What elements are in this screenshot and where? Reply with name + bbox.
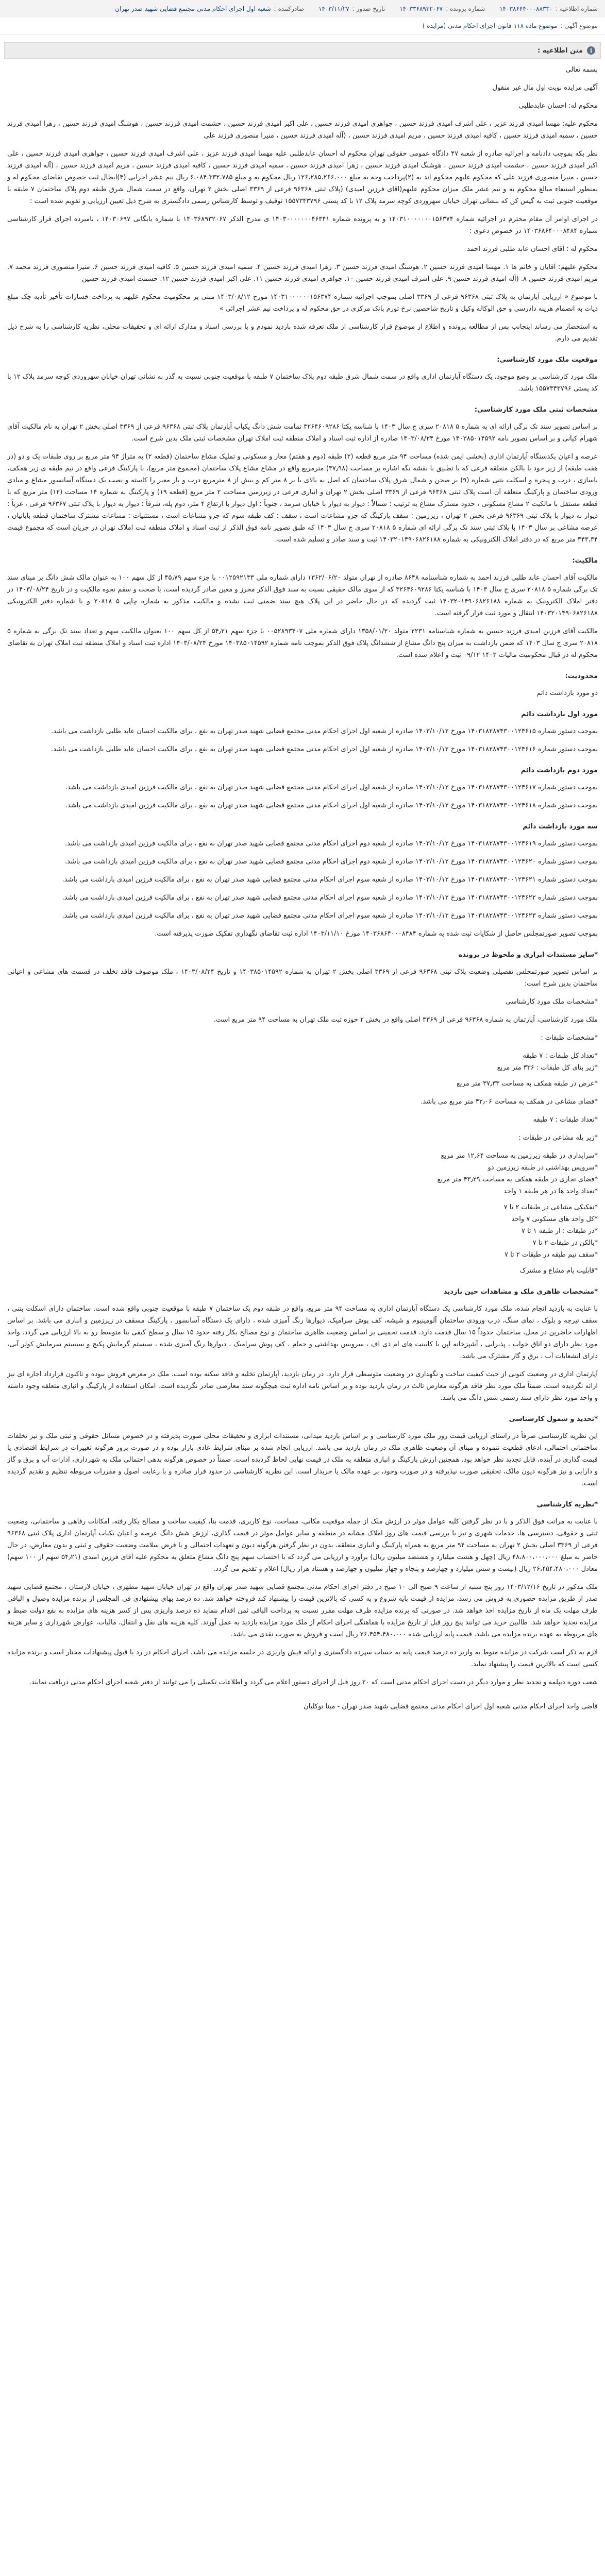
body-paragraph: به استحضار می رساند اینجانب پس از مطالعه پرونده و اطلاع از موضوع قرار کارشناسی از ملک تعرفه شده بازدید نمودم و با بررسی اسناد و مدارک ارائه ای و تحقیقات محلی، نظریه کارشناسی را به شرح ذیل تقدیم می دارم. [7, 323, 598, 343]
section-heading: مورد دوم بازداشت دائم [520, 767, 598, 774]
notice-body [7, 64, 598, 2576]
issuer-value: شعبه اول اجرای احکام مدنی مجتمع قضایی شهید صدر تهران [115, 5, 271, 12]
issue-date-label: تاریخ صدور : [352, 5, 385, 12]
notice-number-label: شماره اطلاعیه : [556, 5, 598, 12]
body-paragraph: بموجب دستور شماره ۱۴۰۳۱۸۲۸۷۴۳۰۰۱۲۴۶۱۸ مورخ ۱۴۰۳/۱۰/۱۲ صادره از شعبه اول اجرای احکام مدنی مجتمع قضایی شهید صدر تهران به نفع ، برای مالکیت فرزین امیدی بازداشت می باشد. [65, 802, 598, 809]
section-heading: *مشخصات ظاهری ملک و مشاهدات حین بازدید [443, 1288, 598, 1296]
info-icon: i [587, 46, 595, 55]
body-paragraph: *زیر پله مشاعی در طبقات : [518, 1134, 598, 1142]
body-paragraph: در اجرای اوامر آن مقام محترم در اجرائیه شماره ۱۴۰۳۱۰۰۰۰۰۰۰۱۵۶۳۷۴ و به پرونده شماره ۱۴۰۳۰۰۰۰۰۰۰۴۶۳۴۱ ی مدرج الذکر ۱۴۰۳۶۸۹۳۲۰۶۷ با شماره بایگانی ۱۴۰۳۰۶۹۷ ، نامبرده اجرای قرار کارشناسی شماره ۱۴۰۳۶۸۶۴۰۰۰۸۴۸۴ در خصوص دعوی : [7, 215, 598, 235]
body-paragraph: با عنایت به بازدید انجام شده، ملک مورد کارشناسی یک دستگاه آپارتمان اداری به مساحت ۹۴ متر مربع، واقع در طبقه دوم یک ساختمان ۷ طبقه با موقعیت جنوبی واقع شده است. ساختمان دارای اسکلت بتنی ، سقف تیرچه و بلوک ، نمای سنگ، درب ورودی ساختمان آلومینیوم و شیشه، کف پوش سرامیک، دیوارها رنگ آمیزی شده ، دارای یک دستگاه آسانسور ، پارکینگ مسقف در زیرزمین و انباری می باشد. بر اساس اظهارات حاضرین در محل، ساختمان حدوداً ۱۵ سال قدمت دارد. قدمت تخمینی بر اساس وضعیت ظاهری ساختمان و نوع مصالح بکار رفته حدود ۱۵ سال و سطح کیفی بنا متوسط رو به بالا ارزیابی می گردد. واحد مورد نظر دارای دو اتاق خواب ، پذیرایی ، آشپزخانه اپن با کابینت های ام دی اف ، سرویس بهداشتی و حمام ، کف پوش سرامیک ، دیوارها رنگ آمیزی شده ، سیستم گرمایش پکیج و سیستم سرمایش کولر آبی، دارای انشعابات آب ، برق و گاز مشترک می باشد. [7, 1305, 598, 1360]
body-paragraph: محکوم علیه: مهسا امیدی فرزند عزیز ، علی اشرف امیدی فرزند حسین ، جواهری امیدی فرزند حسین ، علی اکبر امیدی فرزند حسین ، حشمت امیدی فرزند حسین ، هوشنگ امیدی فرزند حسین ، زهرا امیدی فرزند حسین ، سمیه امیدی فرزند حسین ، کافیه امیدی فرزند حسین ، مریم امیدی فرزند حسین ، (آله امیدی فرزند حسین ، منیرا منصوری فرزند علی [7, 120, 598, 140]
issue-date [318, 5, 385, 12]
list-block: *سرایداری در طبقه زیرزمین به مساحت ۱۲٫۶۴ متر مربع *سرویس بهداشتی در طبقه زیرزمین دو *فضای تجاری در طبقه همکف به مساحت ۴۳٫۲۹ متر مربع *تعداد واحد ها در هر طبقه ۱ واحد [437, 1152, 598, 1195]
header-bar [0, 0, 605, 18]
section-heading: *تحدید و شمول کارشناسی [509, 1415, 598, 1423]
body-paragraph: مالکیت آقای احسان عابد طلبی فرزند احمد به شماره شناسنامه ۸۶۴۸ صادره از تهران متولد ۱۳۶۲/۰۶/۲۰ دارای شماره ملی ۰۰۱۲۵۹۲۱۳۳ با جزء سهم ۴۵٫۷۹ از کل سهم ۱۰۰ به عنوان مالک شش دانگ بر مبنای سند تک برگی شماره ۵ ۲۰۸۱۸ سری ج سال ۱۴۰۳ با شناسه یکتا ۳۲۶۴۶۰۹۲۸۶ که از سوی مالک حقیقی نسبت به سند فوق الذکر محرز و معین صادر گردیده است، با صحت و سقم نحوه مالکیت و در تاریخ ۱۴۰۳/۰۸/۲۴ در دفتر املاک الکترونیک به شماره ۱۴۰۳۲۰۱۴۹۰۶۸۲۶۱۸۸ ثبت گردیده که در حال حاضر در این پلاک هیچ سند ضمنی ثبت نشده و مالکیت مذکور به شماره چاپی ۵ ۲۰۸۱۸ و با شماره دفتر الکترونیکی ۱۴۰۳۲۰۱۴۹۰۶۸۲۶۱۸۸ انتقال و مورد ثبت قرار گرفته است. [7, 574, 598, 617]
body-paragraph: بموجب دستور شماره ۱۴۰۳۱۸۲۸۷۴۳۰۰۱۲۴۶۱۹ مورخ ۱۴۰۳/۱۰/۱۲ صادره از شعبه دوم اجرای احکام مدنی مجتمع قضایی شهید صدر تهران به نفع ، برای مالکیت فرزین امیدی بازداشت می باشد. [65, 840, 598, 848]
body-paragraph: بموجب دستور شماره ۱۴۰۳۱۸۲۸۷۴۳۰۰۱۲۴۶۱۷ مورخ ۱۴۰۳/۱۰/۱۲ صادره از شعبه اول اجرای احکام مدنی مجتمع قضایی شهید صدر تهران به نفع ، برای مالکیت فرزین امیدی بازداشت می باشد. [65, 784, 598, 791]
list-block: *تفکیکی مشاعی در طبقات ۲ تا ۷ *کل واحد های مسکونی ۷ واحد *در طبقات : از طبقه ۱ تا ۷ *بالکن در طبقات ۲ تا ۷ *سقف نیم طبقه در طبقات ۲ تا ۷ [503, 1204, 598, 1259]
notice-number [499, 5, 598, 12]
notice-text-tab-label: متن اطلاعیه : [537, 46, 583, 55]
body-paragraph: *مشخصات ملک مورد کارشناسی [506, 998, 598, 1006]
body-paragraph: ملک مذکور در تاریخ ۱۴۰۳/۱۲/۱۶ روز پنج شنبه از ساعت ۹ صبح الی ۱۰ صبح در دفتر اجرای احکام مدنی مجتمع قضایی شهید صدر تهران واقع در تهران خیابان شهید مطهری ، خیابان لارستان ، مجتمع قضایی شهید صدر از طریق مزایده حضوری به فروش می رسد، مزایده از قیمت پایه شروع و به کسی که بالاترین قیمت را پیشنهاد کند فروخته خواهد شد. ده درصد بهای پیشنهادی فی المجلس از برنده مزایده وصول و الباقی ظرف مهلت یک ماه از تاریخ مزایده اخذ خواهد شد. در صورتی که برنده مزایده ظرف مهلت مقرر نسبت به پرداخت الباقی ثمن اقدام ننماید ده درصد واریزی پس از کسر هزینه های مزایده به نفع دولت ضبط و مزایده تجدید خواهد شد. طالبین خرید می توانند پنج روز قبل از تاریخ مزایده با هماهنگی اجرای احکام از ملک مورد مزایده بازدید به عمل آورند. کلیه هزینه های نقل و انتقال، مالیات، عوارض شهرداری و سایر هزینه های مربوطه به عهده برنده مزایده می باشد. قیمت پایه ارزیابی شده ۲۶،۴۵۴،۴۸۰،۰۰۰ ریال است و فروش به صورت نقدی می باشد. [7, 1583, 598, 1638]
body-paragraph: بموجب تصویر صورتمجلس حاصل از شکایات ثبت شده به شماره ۱۴۰۳۶۸۶۴۰۰۰۸۴۸۴ مورخ ۱۴۰۳/۱۱/۱۰ اداره ثبت تقاضای نگهداری تفکیک صورت پذیرفته است. [155, 930, 598, 938]
body-paragraph: *فضای مشاعی در همکف به مساحت ۴۲٫۰۶ متر مربع می باشد. [421, 1098, 598, 1106]
body-paragraph: آگهی مزایده نوبت اول مال غیر منقول [492, 84, 598, 92]
issue-date-value: ۱۴۰۳/۱۱/۲۷ [318, 5, 349, 12]
issuer-label: صادرکننده : [274, 5, 305, 12]
body-paragraph: دو مورد بازداشت دائم [536, 689, 598, 697]
body-paragraph: این نظریه کارشناسی صرفاً در راستای ارزیابی قیمت روز ملک مورد کارشناسی و بر اساس بازدید میدانی، مستندات ابرازی و تحقیقات محلی صورت پذیرفته و در خصوص مسائل حقوقی و ثبتی ملک و نیز تخلفات ساختمانی احتمالی، ادعای قطعیت ننموده و مبنای آن وضعیت ظاهری ملک در زمان بازدید می باشد. ارزیابی انجام شده بر مبنای شرایط عادی بازار بوده و در صورت بروز هرگونه تغییرات در شرایط اقتصادی یا قیمت گذاری در آینده، قابل تجدید نظر خواهد بود. همچنین ارزش پارکینگ و انباری متعلقه به ملک در قیمت نهایی لحاظ گردیده است. ضمناً در خصوص هرگونه بدهی احتمالی ملک به شهرداری، ادارات آب و برق و گاز و دارایی و نیز هرگونه دیون مالک، تحقیقی صورت نپذیرفته و در صورت وجود، بر عهده مالک یا خریدار است. این نظریه کارشناسی در حدود قرار صادره و با رعایت اصول و مقررات مربوطه تنظیم و تقدیم گردیده است. [7, 1432, 598, 1487]
notice-subject [0, 18, 605, 35]
section-heading: موقعیت ملک مورد کارشناسی: [497, 356, 598, 364]
body-paragraph: *قابلیت بام مشاع و مشترک [519, 1267, 598, 1275]
subject-value: موضوع ماده ۱۱۸ قانون اجرای احکام مدنی (مزایده ) [422, 22, 558, 29]
tracking-number-value: ۱۴۰۳۳۶۸۹۳۲۰۶۷ [399, 5, 443, 12]
section-heading: مالکیت: [572, 557, 598, 565]
body-paragraph: بموجب دستور شماره ۱۴۰۳۱۸۲۸۷۴۳۰۰۱۲۴۶۱۵ مورخ ۱۴۰۳/۱۰/۱۲ صادره از شعبه اول اجرای احکام مدنی مجتمع قضایی شهید صدر تهران به نفع ، برای مالکیت احسان عابد طلبی بازداشت می باشد. [51, 727, 598, 735]
body-paragraph: محکوم له: احسان عابدطلبی [518, 102, 598, 110]
tracking-number [399, 5, 485, 12]
section-heading: محدودیت: [565, 672, 598, 680]
body-paragraph: بسمه تعالی [565, 66, 598, 74]
body-paragraph: با موضوع « ارزیابی آپارتمان به پلاک ثبتی ۹۶۳۶۸ فرعی از ۳۳۶۹ اصلی بموجب اجرائیه شماره ۱۴۰۳۱۰۰۰۰۰۰۱۵۶۳۷۴ مورخ ۱۴۰۳/۰۸/۱۲ مبنی بر محکومیت محکوم علیهم به پرداخت خسارات تأخیر تأدیه چک مبلغ دیات به انضمام هزینه دادرسی و حق الوکاله وکیل و تاریخ شاخصین نرخ تورم بانک مرکزی در حق محکوم له و پرداخت نیم عشر اجرائی » [7, 293, 598, 313]
body-paragraph: عرصه و اعیان یکدستگاه آپارتمان اداری (بخشی ایمن شده) مساحت ۹۴ متر مربع قطعه (۲) طبقه (دوم و هفتم) معار و مسکونی و تملیک مشاع ساختمان (قطعه ۲) به متراژ ۹۴ متر مربع بر روی طبقات یک و دو (در هفت طبقه) از زیر خود با بالکن متعلقه فرعی که با تطبیق با نقشه نگه اشاره بر مساحت (۳۷٫۹۸) مترمربع واقع در مشاع مشاع پلاک ساختمان (مجموع متر مربع)، با پارکینگ فرعی واقع در نیم طبقه ی زیر همکف، باسازی ، درب و پنجره و اسکلت بتنی شماره (۹) بر صحن و شمال شرق پلاک ساختمان که اصل به بالای با بر ۸ متر کم و بیش از ۸ مترمربع درب و بار معبر را کاسته و نصب یک دستگاه آسانسور مشاع و مبادی ورودی ساختمان و پارکینگ متعلقه آن است پلاک ثبتی ۹۶۳۶۸ فرعی از ۳۳۶۹ اصلی بخش ۲ تهران و انباری فرعی در زیرزمین مساحت ۲ متر مربع (قطعه ۱۹) و پارکینگ به شماره ۱۴ مساحت (۱۲) متر مربع که با قطعه مستقل با مالکیت ۲ مشاع مسکونی ، حدود مشترک مشاع به ترتیب : شمالاً : دیوار به دیوار با خیابان سرمد ، جنوباً : اول دیوار با ارتفاع ۴ متر، دوم پله، شرقاً : دیوار به دیوار با پلاک ثبتی ۹۶۳۶۷ فرعی ، غرباً : دیوار به دیوار با پلاک ثبتی ۹۶۳۶۹ فرعی بخش ۲ تهران ، زیرزمین : سقف پارکینگ که جزو مشاعات است ، سقف : کف طبقه سوم که جزو مشاعات است ، مستثنیات : مشاعات مشترک ساختمان قطعه بابانیان ، عرصه مشاعی بر سال ۱۴۰۳ با پلاک ثبتی سند تک برگی ارائه ای شماره ۵ ۲۰۸۱۸ سری ج سال ۱۴۰۳ که طبق تصویر نامه فوق الذکر از ثبت اسناد و املاک منطقه ثبت املاک تهران در جریان است که مجموع قیمت ۳۴۳،۳۴ متر مربع که در دفتر املاک الکترونیکی به شماره ۱۴۰۳۲۰۱۴۹۰۶۸۲۶۱۸۸ ثبت و سند صادر و تسلیم شده است. [7, 453, 598, 544]
body-paragraph: بر اساس تصویر سند تک برگی ارائه ای به شماره ۵ ۲۰۸۱۸ سری ج سال ۱۴۰۳ با شناسه یکتا ۳۲۶۴۶۰۹۲۸۶ تمامت شش دانگ یکباب آپارتمان پلاک ثبتی ۹۶۳۶۸ فرعی از ۳۳۶۹ اصلی بخش ۲ تهران به نام مالکیت آقای شهرام کیانی و بر اساس تصویر نامه ۱۴۰۳۸۵۰۱۴۵۹۲ مورخ ۱۴۰۳/۰۸/۲۴ صادره از اداره ثبت اسناد و املاک منطقه ثبت املاک تهران مشخصات ثبتی ملک بدین شرح است. [7, 423, 598, 443]
section-heading: مشخصات ثبتی ملک مورد کارشناسی: [474, 406, 598, 414]
body-paragraph: محکوم له : آقای احسان عابد طلبی فرزند احمد [466, 245, 598, 253]
body-paragraph: محکوم علیهم: آقایان و خانم ها ۱. مهسا امیدی فرزند حسین ۲. هوشنگ امیدی فرزند حسین ۳. زهرا امیدی فرزند حسین ۴. سمیه امیدی فرزند حسین ۵. کافیه امیدی فرزند حسین ۶. منیرا منصوری فرزند محمد ۷. مریم امیدی فرزند حسین ۸. (آله امیدی فرزند حسین ۹. علی اشرف امیدی فرزند حسین ۱۰. جواهری امیدی فرزند حسین ۱۱. علی اکبر امیدی فرزند حسین ۱۲. حشمت امیدی فرزند حسین [7, 263, 598, 283]
section-heading: سه مورد بازداشت دائم [523, 823, 598, 831]
body-paragraph: آپارتمان اداری در وضعیت کنونی از حیث کیفیت ساخت و نگهداری در وضعیت متوسطی قرار دارد. در زمان بازدید، آپارتمان تخلیه و فاقد سکنه بوده است. ملک در معرض فروش نبوده و تاکنون قرارداد اجاره ای نیز ارائه نگردیده است. ضمناً ملک مورد نظر فاقد هرگونه معارض ثالث در زمان بازدید بوده و بر اساس نامه اداره ثبت هیچگونه سند معارضی صادر نگردیده است. امکان استفاده از پارکینگ و انباری متعلقه وجود داشته و واحد مورد نظر دارای سند رسمی شش دانگ می باشد. [7, 1370, 598, 1402]
body-paragraph: *عرض در طبقه همکف به مساحت ۳۷٫۳۳ متر مربع [457, 1080, 598, 1088]
body-paragraph: لازم به ذکر است شرکت در مزایده منوط به واریز ده درصد قیمت پایه به حساب سپرده دادگستری و ارائه فیش واریزی در جلسه مزایده می باشد. اجرای احکام در رد یا قبول پیشنهادات مختار است و برنده مزایده کسی است که بالاترین قیمت را پیشنهاد نماید. [7, 1649, 598, 1668]
notice-text-tab [4, 42, 601, 59]
body-paragraph: بر اساس تصویر صورتمجلس تفصیلی وضعیت پلاک ثبتی ۹۶۳۶۸ فرعی از ۳۳۶۹ اصلی بخش ۲ تهران به شماره ۱۴۰۳۸۵۰۱۴۵۹۲ و تاریخ ۱۴۰۳/۰۸/۲۴ ، ملک موصوف فاقد تخلف در قسمت های مشاعی و اعیانی ساختمان بدین شرح است: [7, 968, 598, 988]
body-paragraph: نظر بکه بموجب دادنامه و اجرائیه صادره از شعبه ۴۷ دادگاه عمومی حقوقی تهران محکوم له احسان عابدطلبی علیه مهسا امیدی فرزند عزیز ، علی اشرف امیدی فرزند حسین ، جواهری امیدی فرزند حسین ، علی اکبر امیدی فرزند حسین ، حشمت امیدی فرزند حسین ، هوشنگ امیدی فرزند حسین ، زهرا امیدی فرزند حسین ، سمیه امیدی فرزند حسین ، کافیه امیدی فرزند حسین ، مریم امیدی فرزند حسین ، (آله امیدی فرزند حسین ، منیرا منصوری فرزند علی که محکوم علیهم محکوم اند به (۲)پرداخت وجه به مبلغ ۱۲۶،۲۸۵،۲۶۶،۰۰۰ ریال محکوم به و مبلغ ۶،۰۸۴،۳۳۲،۷۸۵ ریال نیم عشر اجرایی (۴)ابطال ثبت خصوص تقاضای محکوم له و بمنظور استیفاء مبالغ محکوم به و نیم عشر ملک میزان محکوم علیهم(اقای فرزین امیدی) (پلاک ثبتی ۹۶۳۶۸ فرعی از ۳۳۶۹ اصلی بخش ۲ تهران، واقع در سمت شمال شرق طبقه دوم پلاک ساختمان ۷ طبقه با موقعیت جنوبی ثبت به گیس کن که بنشانی تهران خیابان سهروردی کوچه سرمد پلاک ۱۲ با کد پستی ۱۵۵۷۳۴۳۷۹۶ توقیف و توسط کارشناس رسمی دادگستری به شرح ذیل تعیین ارزیابی و تقویم شده است : [7, 150, 598, 205]
signature-line: قاضی واحد اجرای احکام مدنی شعبه اول اجرای احکام مدنی مجتمع قضایی شهید صدر تهران - مینا توکلیان [304, 1703, 598, 1710]
body-paragraph: مالکیت آقای فرزین امیدی فرزند حسین به شماره شناسنامه ۲۲۳۱ متولد ۱۳۵۸/۰۱/۲۰ دارای شماره ملی ۰۰۵۲۸۹۳۴۰۷ با جزء سهم ۵۴٫۲۱ از کل سهم ۱۰۰ بعنوان مالکیت سهم و تعداد سند تک برگی به شماره ۵ ۲۰۸۱۸ سری ج سال ۱۴۰۳ که ضمن بازداشت به میزان پنج دانگ مشاع از ششدانگ پلاک فوق الذکر بموجب نامه شماره ۱۴۰۳۸۵۰۱۴۵۹۲ مورخ ۱۴۰۳/۰۸/۲۴ اداره ثبت اسناد و املاک منطقه ثبت املاک تهران به تقاضای محکوم له در قبال محکومیت مالیات ۱۴۰۳ ۰۹/۱۲ ثبت و اعلام شده است. [7, 628, 598, 659]
body-paragraph: بموجب دستور شماره ۱۴۰۳۱۸۲۸۷۴۳۰۰۱۲۴۶۱۶ مورخ ۱۴۰۳/۱۰/۱۲ صادره از شعبه اول اجرای احکام مدنی مجتمع قضایی شهید صدر تهران به نفع ، برای مالکیت احسان عابد طلبی بازداشت می باشد. [51, 745, 598, 753]
subject-label: موضوع آگهی : [560, 22, 598, 29]
section-heading: مورد اول بازداشت دائم [521, 710, 598, 718]
list-block: *تعداد کل طبقات : ۷ طبقه *زیر بنای کل طبقات : ۳۳۶ متر مربع [497, 1052, 598, 1072]
body-paragraph: بموجب دستور شماره ۱۴۰۳۱۸۲۸۷۴۳۰۰۱۲۴۶۲۰ مورخ ۱۴۰۳/۱۰/۱۲ صادره از شعبه دوم اجرای احکام مدنی مجتمع قضایی شهید صدر تهران به نفع ، برای مالکیت فرزین امیدی بازداشت می باشد. [65, 858, 598, 866]
notice-number-value: ۱۴۰۳۸۶۶۴۰۰۰۸۸۳۳۰ [499, 5, 553, 12]
issuer [115, 5, 304, 12]
body-paragraph: ملک مورد کارشناسی، آپارتمان به شماره ۹۶۳۶۸ فرعی از ۳۳۶۹ اصلی واقع در بخش ۲ حوزه ثبت ملک تهران به مساحت ۹۴ متر مربع است. [213, 1016, 598, 1024]
tracking-number-label: شماره پرونده : [446, 5, 485, 12]
section-heading: *سایر مستندات ابرازی و ملحوظ در پرونده [458, 951, 598, 959]
body-paragraph: ملک مورد کارشناسی بر وضع موجود، یک دستگاه آپارتمان اداری واقع در سمت شمال شرق طبقه دوم پلاک ساختمان ۷ طبقه با موقعیت جنوبی نسبت به گذر به نشانی تهران خیابان سهروردی کوچه سرمد پلاک ۱۲ با کد پستی ۱۵۵۷۳۴۳۷۹۶ باشد. [7, 373, 598, 393]
body-paragraph: بموجب دستور شماره ۱۴۰۳۱۸۲۸۷۴۳۰۰۱۲۴۶۲۱ مورخ ۱۴۰۳/۱۰/۱۲ صادره از شعبه سوم اجرای احکام مدنی مجتمع قضایی شهید صدر تهران به نفع ، برای مالکیت فرزین امیدی بازداشت می باشد. [62, 876, 598, 884]
body-paragraph: با عنایت به مراتب فوق الذکر و با در نظر گرفتن کلیه عوامل موثر در ارزش ملک از جمله موقعیت مکانی، مساحت، نوع کاربری، قدمت بنا، کیفیت ساخت و مصالح بکار رفته، امکانات رفاهی و ساختمانی، وضعیت ثبتی و حقوقی، دسترسی ها، خدمات شهری و نیز با بررسی قیمت های روز املاک مشابه در منطقه و سایر عوامل موثر در قیمت گذاری، ارزش شش دانگ عرصه و اعیان یکباب آپارتمان اداری پلاک ثبتی ۹۶۳۶۸ فرعی از ۳۳۶۹ اصلی بخش ۲ تهران به مساحت ۹۴ متر مربع به همراه پارکینگ و انباری متعلقه، بدون در نظر گرفتن هرگونه دیون و تعهدات احتمالی و با فرض سلامت وضعیت حقوقی و ثبتی و بدون معارض، در حال حاضر به مبلغ ۴۸،۸۰۰،۰۰۰،۰۰۰ ریال (چهل و هشت میلیارد و هشتصد میلیون ریال) برآورد و ارزیابی می گردد که با احتساب سهم پنج دانگ مشاع متعلق به محکوم علیه آقای فرزین امیدی (۵۴٫۲۱ سهم از ۱۰۰ سهم) معادل ۲۶،۴۵۴،۴۸۰،۰۰۰ ریال (بیست و شش میلیارد و چهارصد و پنجاه و چهار میلیون و چهارصد و هشتاد هزار ریال) اعلام و تقدیم می گردد. [7, 1518, 598, 1573]
body-paragraph: شعب دوره دیپلمه و تجدید نظر و موارد دیگر در دست اجرای احکام مدنی است که ۲۰ روز قبل از اجرای دستور اعلام می گردد و اطلاعات تکمیلی را می توانند از دفتر شعبه اجرای احکام مدنی دریافت نمایند. [29, 1679, 598, 1686]
body-paragraph: بموجب دستور شماره ۱۴۰۳۱۸۲۸۷۴۳۰۰۱۲۴۶۲۳ مورخ ۱۴۰۳/۱۰/۱۲ صادره از شعبه سوم اجرای احکام مدنی مجتمع قضایی شهید صدر تهران به نفع ، برای مالکیت فرزین امیدی بازداشت می باشد. [62, 912, 598, 920]
body-paragraph: *تعداد طبقات : ۷ طبقه [533, 1116, 598, 1124]
body-paragraph: *مشخصات طبقات : [541, 1034, 598, 1042]
section-heading: *نظریه کارشناسی [536, 1501, 598, 1509]
body-paragraph: بموجب دستور شماره ۱۴۰۳۱۸۲۸۷۴۳۰۰۱۲۴۶۲۲ مورخ ۱۴۰۳/۱۰/۱۲ صادره از شعبه سوم اجرای احکام مدنی مجتمع قضایی شهید صدر تهران به نفع ، برای مالکیت فرزین امیدی بازداشت می باشد. [62, 894, 598, 902]
